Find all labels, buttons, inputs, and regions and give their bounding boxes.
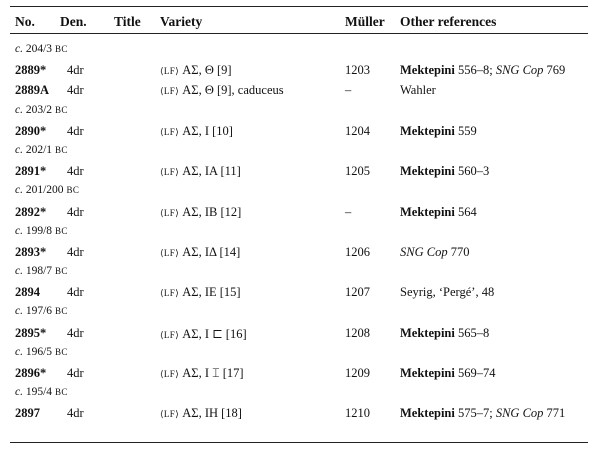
cell-muller: 1208 xyxy=(345,325,370,340)
date-value: 199/8 xyxy=(25,224,53,237)
variety-text: ΑΣ, ΙΒ [12] xyxy=(182,204,242,219)
date-era: BC xyxy=(54,387,68,398)
header-muller: Müller xyxy=(345,14,385,29)
cell-other-references xyxy=(400,164,489,179)
cell-number: 2897 xyxy=(15,406,40,421)
cell-number: 2889A xyxy=(15,83,50,98)
reference-segment: 559 xyxy=(454,123,477,138)
cell-number: 2894 xyxy=(15,285,40,300)
monogram-mark: ⟨LF⟩ xyxy=(160,126,180,137)
date-era: BC xyxy=(54,266,68,277)
reference-segment: SNG Cop xyxy=(495,63,544,78)
date-row xyxy=(0,101,600,121)
date-era: BC xyxy=(54,346,68,357)
cell-variety xyxy=(160,406,242,421)
variety-text: ΑΣ, Ι ⊏ [16] xyxy=(182,326,247,341)
variety-text: ΑΣ, ΙΑ [11] xyxy=(182,164,241,179)
cell-denomination: 4dr xyxy=(67,123,84,138)
reference-segment: 560–3 xyxy=(454,164,490,179)
date-prefix: c. xyxy=(15,386,23,399)
cell-number: 2895* xyxy=(15,325,47,340)
reference-segment: 556–8; xyxy=(454,63,496,78)
cell-other-references xyxy=(400,326,489,341)
date-label xyxy=(15,386,68,398)
date-label xyxy=(15,346,68,358)
cell-other-references xyxy=(400,245,469,260)
cell-number: 2896* xyxy=(15,366,47,380)
cell-denomination: 4dr xyxy=(67,204,84,219)
date-label xyxy=(15,265,68,277)
table-row xyxy=(0,60,600,80)
cell-denomination: 4dr xyxy=(67,244,84,259)
date-row xyxy=(0,222,600,242)
cell-variety xyxy=(160,285,241,300)
table-row xyxy=(0,323,600,343)
date-value: 195/4 xyxy=(25,386,53,399)
reference-segment: Seyrig, ‘Pergé’, 48 xyxy=(400,285,495,300)
monogram-mark: ⟨LF⟩ xyxy=(160,329,180,340)
cell-muller: 1204 xyxy=(345,123,370,138)
cell-other-references xyxy=(400,366,495,381)
table-top-rule xyxy=(10,6,588,7)
cell-muller: 1209 xyxy=(345,366,370,380)
date-prefix: c. xyxy=(15,345,23,358)
variety-text: ΑΣ, ΙΔ [14] xyxy=(182,244,241,259)
monogram-mark: ⟨LF⟩ xyxy=(160,66,180,77)
cell-variety xyxy=(160,326,247,342)
cell-number: 2889* xyxy=(15,63,47,78)
reference-segment: Mektepini xyxy=(400,204,455,219)
monogram-mark: ⟨LF⟩ xyxy=(160,409,180,420)
cell-denomination: 4dr xyxy=(67,406,84,421)
cell-other-references xyxy=(400,205,477,220)
cell-variety xyxy=(160,245,240,260)
date-prefix: c. xyxy=(15,265,23,278)
date-row xyxy=(0,302,600,322)
header-title: Title xyxy=(114,14,141,29)
reference-segment: 569–74 xyxy=(454,366,496,380)
variety-text: ΑΣ, Θ [9], caduceus xyxy=(182,83,284,98)
cell-muller: 1210 xyxy=(345,406,370,421)
date-label xyxy=(15,184,79,196)
monogram-mark: ⟨LF⟩ xyxy=(160,247,180,258)
cell-denomination: 4dr xyxy=(67,285,84,300)
date-value: 202/1 xyxy=(25,143,53,156)
cell-variety xyxy=(160,366,244,381)
date-label xyxy=(15,144,68,156)
date-era: BC xyxy=(54,225,68,236)
date-row xyxy=(0,262,600,282)
reference-segment: Mektepini xyxy=(400,366,455,380)
date-prefix: c. xyxy=(15,224,23,237)
monogram-mark: ⟨LF⟩ xyxy=(160,207,180,218)
date-era: BC xyxy=(66,185,80,196)
cell-other-references xyxy=(400,124,477,139)
cell-variety xyxy=(160,164,241,179)
cell-number: 2893* xyxy=(15,244,47,259)
header-no: No. xyxy=(15,14,35,29)
cell-other-references xyxy=(400,285,494,300)
cell-denomination: 4dr xyxy=(67,83,84,98)
date-prefix: c. xyxy=(15,184,23,197)
cell-variety xyxy=(160,63,232,78)
cell-number: 2892* xyxy=(15,204,47,219)
reference-segment: 770 xyxy=(447,244,470,259)
reference-segment: SNG Cop xyxy=(400,244,448,259)
table-row xyxy=(0,363,600,383)
table-bottom-rule xyxy=(10,442,588,443)
cell-variety xyxy=(160,205,241,220)
reference-segment: Mektepini xyxy=(400,325,455,340)
date-prefix: c. xyxy=(15,43,23,55)
reference-segment: 575–7; xyxy=(454,406,496,421)
cell-denomination: 4dr xyxy=(67,366,84,380)
cell-muller: – xyxy=(345,83,352,98)
date-era: BC xyxy=(54,104,68,115)
date-row xyxy=(0,181,600,201)
date-label xyxy=(15,43,68,55)
variety-text: ΑΣ, ΙΕ [15] xyxy=(182,285,241,300)
date-label xyxy=(15,104,68,116)
date-value: 204/3 xyxy=(25,43,53,55)
cell-muller: 1205 xyxy=(345,164,370,179)
date-era: BC xyxy=(54,306,68,317)
date-row xyxy=(0,383,600,403)
date-row xyxy=(0,40,600,60)
date-row xyxy=(0,343,600,363)
monogram-mark: ⟨LF⟩ xyxy=(160,288,180,299)
reference-segment: 769 xyxy=(543,63,566,78)
monogram-mark: ⟨LF⟩ xyxy=(160,369,180,379)
cell-variety xyxy=(160,83,284,98)
cell-muller: 1203 xyxy=(345,63,370,78)
date-value: 196/5 xyxy=(25,345,53,358)
table-row xyxy=(0,161,600,181)
table-row xyxy=(0,121,600,141)
reference-segment: 565–8 xyxy=(454,325,490,340)
table-row xyxy=(0,80,600,100)
cell-variety xyxy=(160,124,233,139)
reference-segment: Mektepini xyxy=(400,123,455,138)
cell-other-references xyxy=(400,63,565,78)
variety-text: ΑΣ, ΙΗ [18] xyxy=(182,406,242,421)
date-label xyxy=(15,225,68,237)
reference-segment: 771 xyxy=(543,406,566,421)
date-value: 201/200 xyxy=(25,184,64,197)
cell-number: 2891* xyxy=(15,164,47,179)
cell-muller: 1207 xyxy=(345,285,370,300)
header-variety: Variety xyxy=(160,14,203,29)
date-value: 197/6 xyxy=(25,305,53,318)
date-era: BC xyxy=(54,144,68,155)
header-den: Den. xyxy=(60,14,87,29)
date-row xyxy=(0,141,600,161)
monogram-mark: ⟨LF⟩ xyxy=(160,86,180,97)
cell-muller: 1206 xyxy=(345,244,370,259)
date-value: 203/2 xyxy=(25,103,53,116)
cell-number: 2890* xyxy=(15,123,47,138)
reference-segment: Mektepini xyxy=(400,164,455,179)
variety-text: ΑΣ, Ι ⌶ [17] xyxy=(182,366,244,380)
date-prefix: c. xyxy=(15,305,23,318)
variety-text: ΑΣ, Ι [10] xyxy=(182,123,233,138)
monogram-mark: ⟨LF⟩ xyxy=(160,167,180,178)
date-label xyxy=(15,305,68,317)
cell-muller: – xyxy=(345,204,352,219)
cell-other-references xyxy=(400,83,436,98)
date-prefix: c. xyxy=(15,143,23,156)
date-value: 198/7 xyxy=(25,265,53,278)
header-other-references: Other references xyxy=(400,14,497,29)
table-body xyxy=(0,40,600,424)
table-row xyxy=(0,202,600,222)
reference-segment: 564 xyxy=(454,204,477,219)
date-prefix: c. xyxy=(15,103,23,116)
cell-other-references xyxy=(400,406,565,421)
reference-segment: Mektepini xyxy=(400,406,455,421)
table-row xyxy=(0,403,600,423)
reference-segment: SNG Cop xyxy=(495,406,544,421)
header-bottom-rule xyxy=(10,33,588,34)
variety-text: ΑΣ, Θ [9] xyxy=(182,63,232,78)
table-row xyxy=(0,242,600,262)
date-era: BC xyxy=(54,44,68,54)
cell-denomination: 4dr xyxy=(67,325,84,340)
table-header-row xyxy=(0,8,600,32)
cell-denomination: 4dr xyxy=(67,63,84,78)
reference-segment: Wahler xyxy=(400,83,436,98)
table-row xyxy=(0,282,600,302)
reference-segment: Mektepini xyxy=(400,63,455,78)
cell-denomination: 4dr xyxy=(67,164,84,179)
